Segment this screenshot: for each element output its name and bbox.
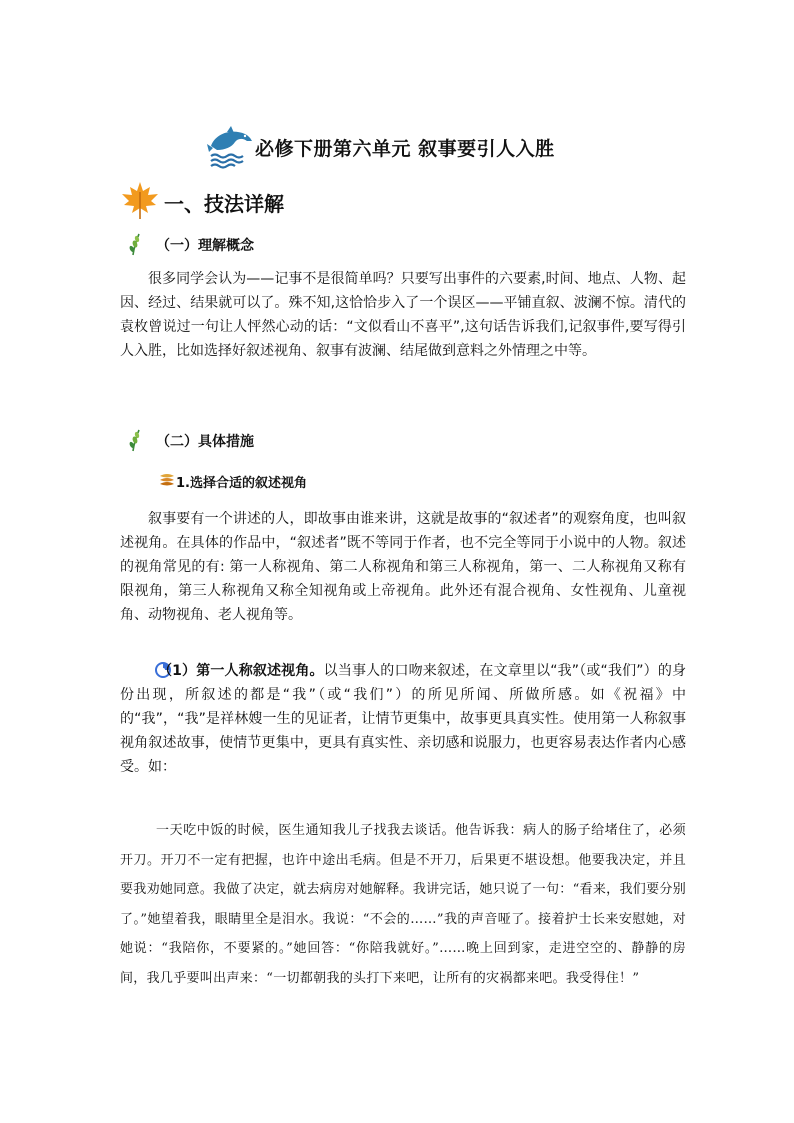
viewpoint-paragraph: 叙事要有一个讲述的人，即故事由谁来讲，这就是故事的“叙述者”的观察角度，也叫叙述视角。在具体的作品中，“叙述者”既不等同于作者，也不完全等同于小说中的人物。叙述的视角常见的有: 第一人称视角、第二人称视角和第三人称视角，第一、二人称视角又称有限视角，第三人称视角又称全知视角或上帝视角。此外还有混合视角、女性视角、儿童视角、动物视角、老人视角等。 bbox=[120, 511, 686, 623]
first-person-paragraph bbox=[120, 659, 686, 779]
page-title: 必修下册第六单元 叙事要引人入胜 bbox=[255, 138, 555, 160]
dolphin-icon bbox=[205, 122, 255, 172]
sub-heading-understand: （一）理解概念 bbox=[156, 238, 254, 254]
point-heading: 1.选择合适的叙述视角 bbox=[176, 476, 307, 491]
title-row bbox=[205, 122, 625, 172]
sub-heading-row-2 bbox=[126, 428, 426, 454]
example-quote: 一天吃中饭的时候，医生通知我儿子找我去谈话。他告诉我：病人的肠子给堵住了，必须开刀。开刀不一定有把握，也许中途出毛病。但是不开刀，后果更不堪设想。他要我决定，并且要我劝她同意。我做了决定，就去病房对她解释。我讲完话，她只说了一句：“看来，我们要分别了。”她望着我，眼睛里全是泪水。我说：“不会的……”我的声音哑了。接着护士长来安慰她，对她说：“我陪你，不要紧的。”她回答：“你陪我就好。”……晚上回到家，走进空空的、静静的房间，我几乎要叫出声来：“一切都朝我的头打下来吧，让所有的灾祸都来吧。我受得住！” bbox=[120, 823, 686, 986]
maple-leaf-icon bbox=[118, 180, 162, 220]
point-heading-row bbox=[158, 470, 458, 492]
first-person-lead: （1）第一人称叙述视角。 bbox=[158, 663, 324, 679]
sub-heading-measures: （二）具体措施 bbox=[156, 434, 254, 450]
stacked-leaves-icon bbox=[158, 472, 176, 488]
sub-heading-row-1 bbox=[126, 232, 426, 258]
section-heading-row bbox=[118, 180, 518, 222]
wheat-icon bbox=[126, 428, 146, 452]
wheat-icon bbox=[126, 232, 146, 256]
section-heading: 一、技法详解 bbox=[164, 192, 284, 216]
concept-paragraph: 很多同学会认为——记事不是很简单吗？只要写出事件的六要素,时间、地点、人物、起因、经过、结果就可以了。殊不知,这恰恰步入了一个误区——平铺直叙、波澜不惊。清代的袁枚曾说过一句让人怦然心动的话：“文似看山不喜平”,这句话告诉我们,记叙事件,要写得引人入胜，比如选择好叙述视角、叙事有波澜、结尾做到意料之外情理之中等。 bbox=[120, 271, 686, 359]
first-person-text: 以当事人的口吻来叙述，在文章里以“我”（或“我们”）的身份出现，所叙述的都是“我”（或“我们”）的所见所闻、所做所感。如《祝福》中的“我”，“我”是祥林嫂一生的见证者，让情节更集中，故事更具真实性。使用第一人称叙事视角叙述故事，使情节更集中，更具有真实性、亲切感和说服力，也更容易表达作者内心感受。如： bbox=[120, 663, 686, 775]
